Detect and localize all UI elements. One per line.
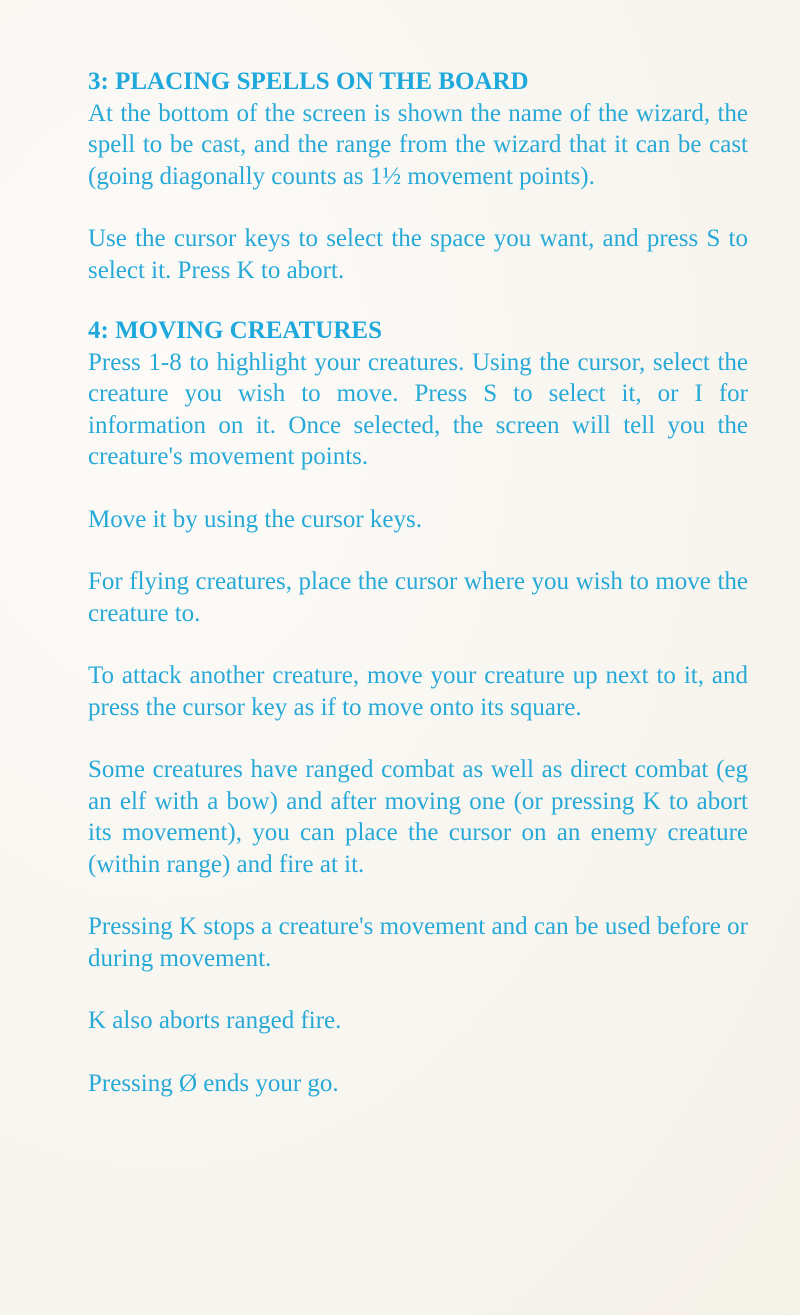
paragraph: K also aborts ranged fire.: [88, 1007, 342, 1034]
paragraph: Use the cursor keys to select the space you want, and press S to select it. Press K to abort.: [88, 225, 748, 284]
paragraph: Press 1-8 to highlight your creatures. Using the cursor, select the creature you wish to move. Press S to select it, or I for information on it. Once selected, the screen will tell you the creature's movement points.: [88, 348, 748, 470]
section-placing-spells: [88, 66, 748, 286]
manual-page: [88, 66, 748, 1128]
paragraph: To attack another creature, move your creature up next to it, and press the cursor key as if to move onto its square.: [88, 662, 748, 721]
section-heading: 3: PLACING SPELLS ON THE BOARD: [88, 68, 529, 95]
paragraph: Move it by using the cursor keys.: [88, 505, 422, 533]
paragraph: Some creatures have ranged combat as well as direct combat (eg an elf with a bow) and after moving one (or pressing K to abort its movement), you can place the cursor on an enemy creature (within range) and fire at it.: [88, 756, 748, 878]
section-moving-creatures: [88, 315, 748, 1099]
section-heading: 4: MOVING CREATURES: [88, 317, 382, 344]
paragraph: At the bottom of the screen is shown the name of the wizard, the spell to be cast, and the range from the wizard that it can be cast (going diagonally counts as 1½ movement points).: [88, 99, 748, 190]
paragraph: Pressing K stops a creature's movement and can be used before or during movement.: [88, 913, 748, 972]
paragraph: Pressing Ø ends your go.: [88, 1069, 339, 1097]
paragraph: For flying creatures, place the cursor where you wish to move the creature to.: [88, 568, 748, 627]
